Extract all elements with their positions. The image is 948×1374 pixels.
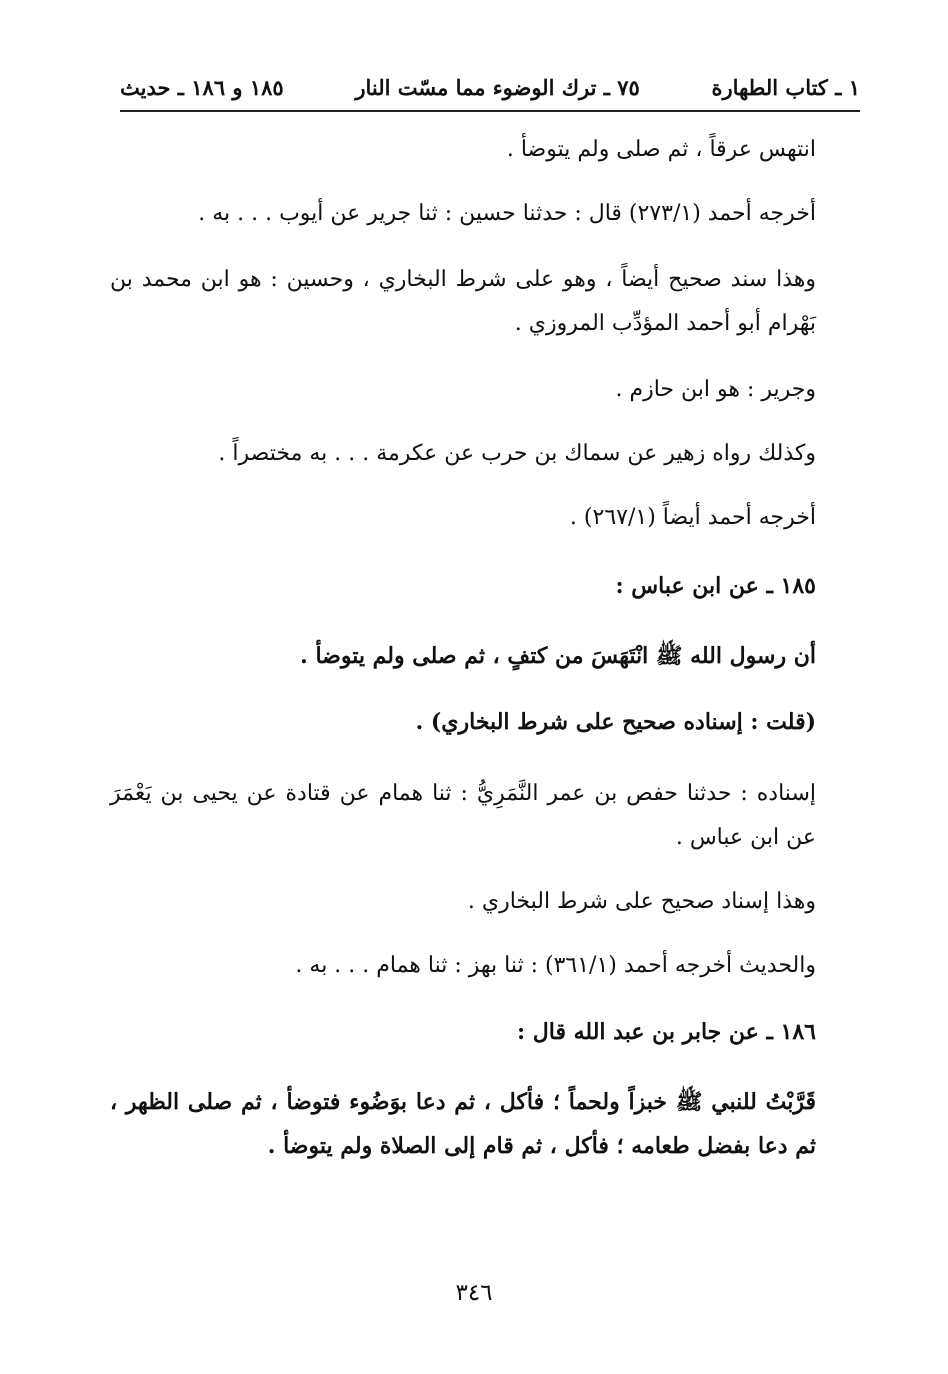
paragraph-12: والحديث أخرجه أحمد (٣٦١/١) : ثنا بهز : ثنا همام . . . به . [295, 953, 816, 978]
running-header [120, 68, 860, 106]
header-chapter-title: ٧٥ ـ ترك الوضوء مما مسّت النار [355, 74, 640, 100]
paragraph-11: وهذا إسناد صحيح على شرط البخاري . [467, 889, 816, 914]
paragraph-6: أخرجه أحمد أيضاً (٢٦٧/١) . [569, 505, 816, 530]
hadith-186-text: قَرَّبْتُ للنبي ﷺ خبزاً ولحماً ؛ فأكل ، ثم دعا بوَضُوء فتوضأ ، ثم صلى الظهر ، ثم دعا بفضل طعامه ؛ فأكل ، ثم قام إلى الصلاة ولم يتوضأ . [110, 1089, 816, 1159]
hadith-185-grading: (قلت : إسناده صحيح على شرط البخاري) . [415, 709, 816, 735]
hadith-185-heading: ١٨٥ ـ عن ابن عباس : [615, 573, 816, 599]
hadith-185-isnad: إسناده : حدثنا حفص بن عمر النَّمَرِيُّ : ثنا همام عن قتادة عن يحيى بن يَعْمَرَ عن ابن عباس . [110, 781, 816, 850]
header-rule [120, 110, 860, 112]
hadith-186-heading: ١٨٦ ـ عن جابر بن عبد الله قال : [516, 1019, 816, 1045]
paragraph-2: أخرجه أحمد (٢٧٣/١) قال : حدثنا حسين : ثنا جرير عن أيوب . . . به . [198, 201, 816, 226]
page-number: ٣٤٦ [455, 1280, 493, 1306]
paragraph-5: وكذلك رواه زهير عن سماك بن حرب عن عكرمة . . . به مختصراً . [218, 441, 816, 466]
paragraph-1: انتهس عرقاً ، ثم صلى ولم يتوضأ . [506, 137, 816, 162]
header-book-title: ١ ـ كتاب الطهارة [711, 74, 860, 100]
paragraph-3: وهذا سند صحيح أيضاً ، وهو على شرط البخاري ، وحسين : هو ابن محمد بن بَهْرام أبو أحمد المؤدِّب المروزي . [110, 267, 816, 336]
hadith-185-text: أن رسول الله ﷺ انْتَهَسَ من كتفٍ ، ثم صلى ولم يتوضأ . [300, 643, 816, 669]
header-hadith-range: ١٨٥ و ١٨٦ ـ حديث [120, 74, 284, 100]
paragraph-4: وجرير : هو ابن حازم . [615, 377, 816, 402]
